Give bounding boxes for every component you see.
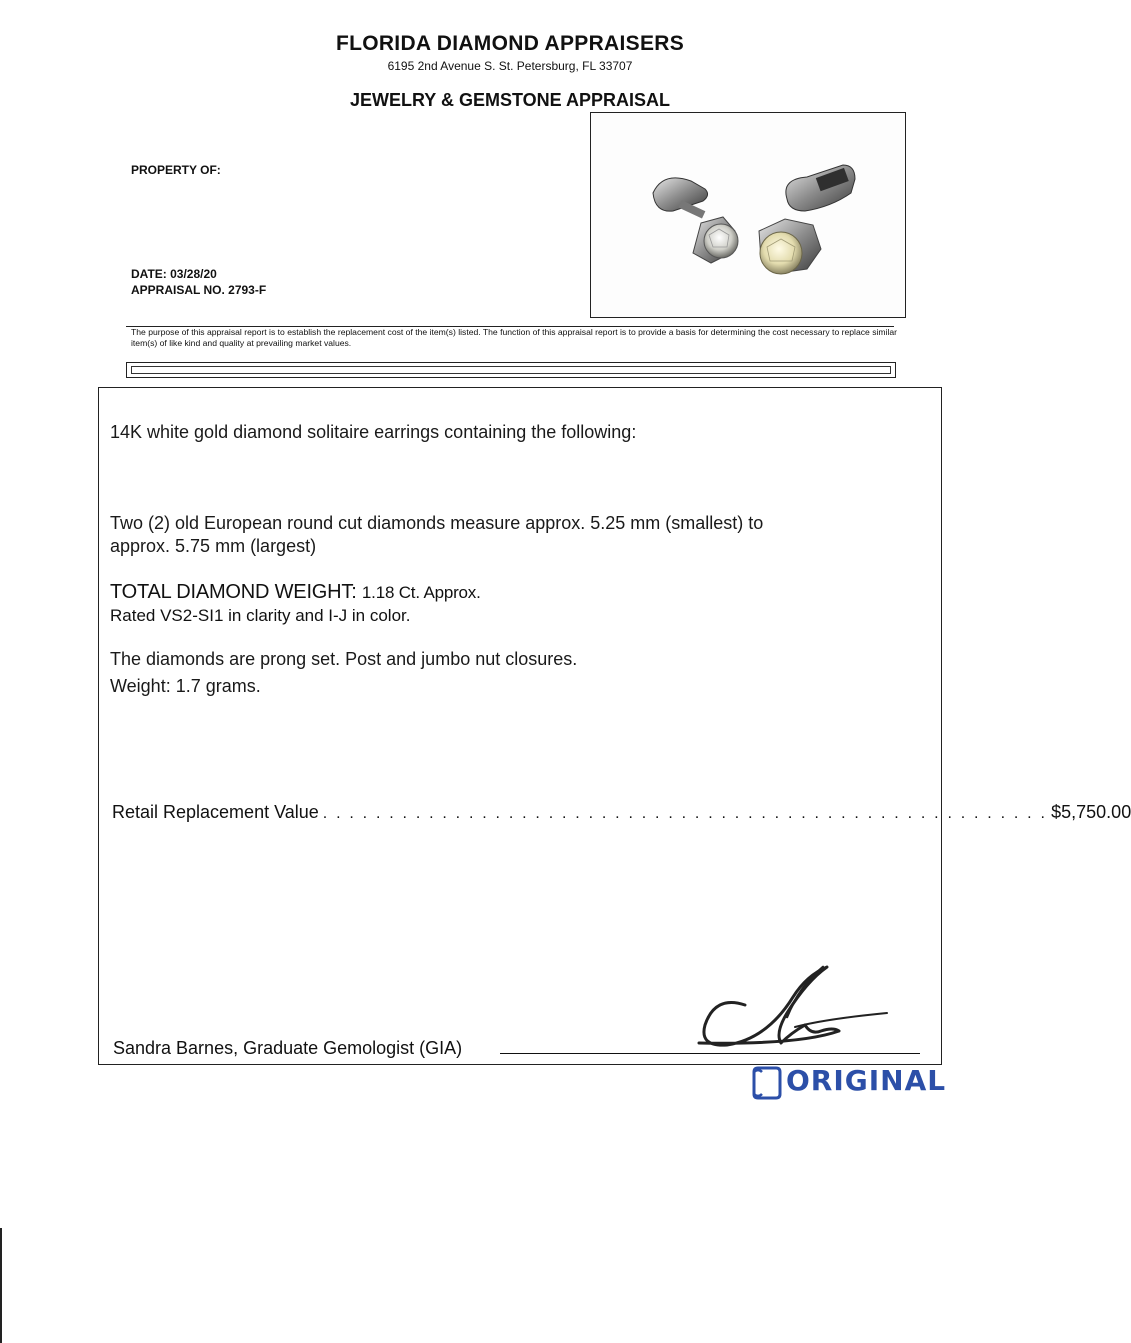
total-weight-line [110,581,481,604]
report-title: JEWELRY & GEMSTONE APPRAISAL [349,90,671,110]
diamond-description: Two (2) old European round cut diamonds measure approx. 5.25 mm (smallest) to approx. 5.75 mm (largest) [110,513,764,556]
grade-line: Rated VS2-SI1 in clarity and I-J in color. [110,606,411,625]
appraisal-number-line [131,283,266,297]
appraisal-number-value: 2793-F [228,283,267,297]
earrings-photo-icon [591,113,905,317]
replacement-value-row [112,802,1131,823]
scan-edge [0,1228,2,1343]
total-weight-value: 1.18 Ct. Approx. [361,583,481,602]
appraisal-number-label: APPRAISAL NO. [131,283,225,297]
leader-dots: . . . . . . . . . . . . . . . . . . . . . . . . . . . . . . . . . . . . . . . . . . . . . . . . . . . . . . . [322,805,1048,822]
property-of-label: PROPERTY OF: [131,163,221,177]
original-stamp: ORIGINAL [786,1064,947,1097]
stamp-scroll-icon [750,1064,784,1105]
replacement-value-amount: $5,750.00 [1051,802,1131,822]
company-address: 6195 2nd Avenue S. St. Petersburg, FL 33707 [387,59,633,73]
gram-weight-line: Weight: 1.7 grams. [110,676,261,696]
decorative-band-inner [131,366,891,374]
date-value: 03/28/20 [170,267,217,281]
replacement-value-label: Retail Replacement Value [112,802,319,822]
purpose-statement: The purpose of this appraisal report is to establish the replacement cost of the item(s) listed. The function of this appraisal report is to provide a basis for determining the cost necessary to replace similar item(s) of like kind and quality at prevailing market values. [131,327,898,348]
item-intro: 14K white gold diamond solitaire earrings containing the following: [110,422,637,442]
signature-icon [675,955,895,1060]
total-weight-label: TOTAL DIAMOND WEIGHT: [110,581,357,603]
company-name: FLORIDA DIAMOND APPRAISERS [335,32,685,55]
date-label: DATE: [131,267,167,281]
date-line [131,267,217,281]
earrings-photo [590,112,906,318]
setting-line: The diamonds are prong set. Post and jumbo nut closures. [110,649,578,669]
signer-name: Sandra Barnes, Graduate Gemologist (GIA) [113,1038,463,1058]
